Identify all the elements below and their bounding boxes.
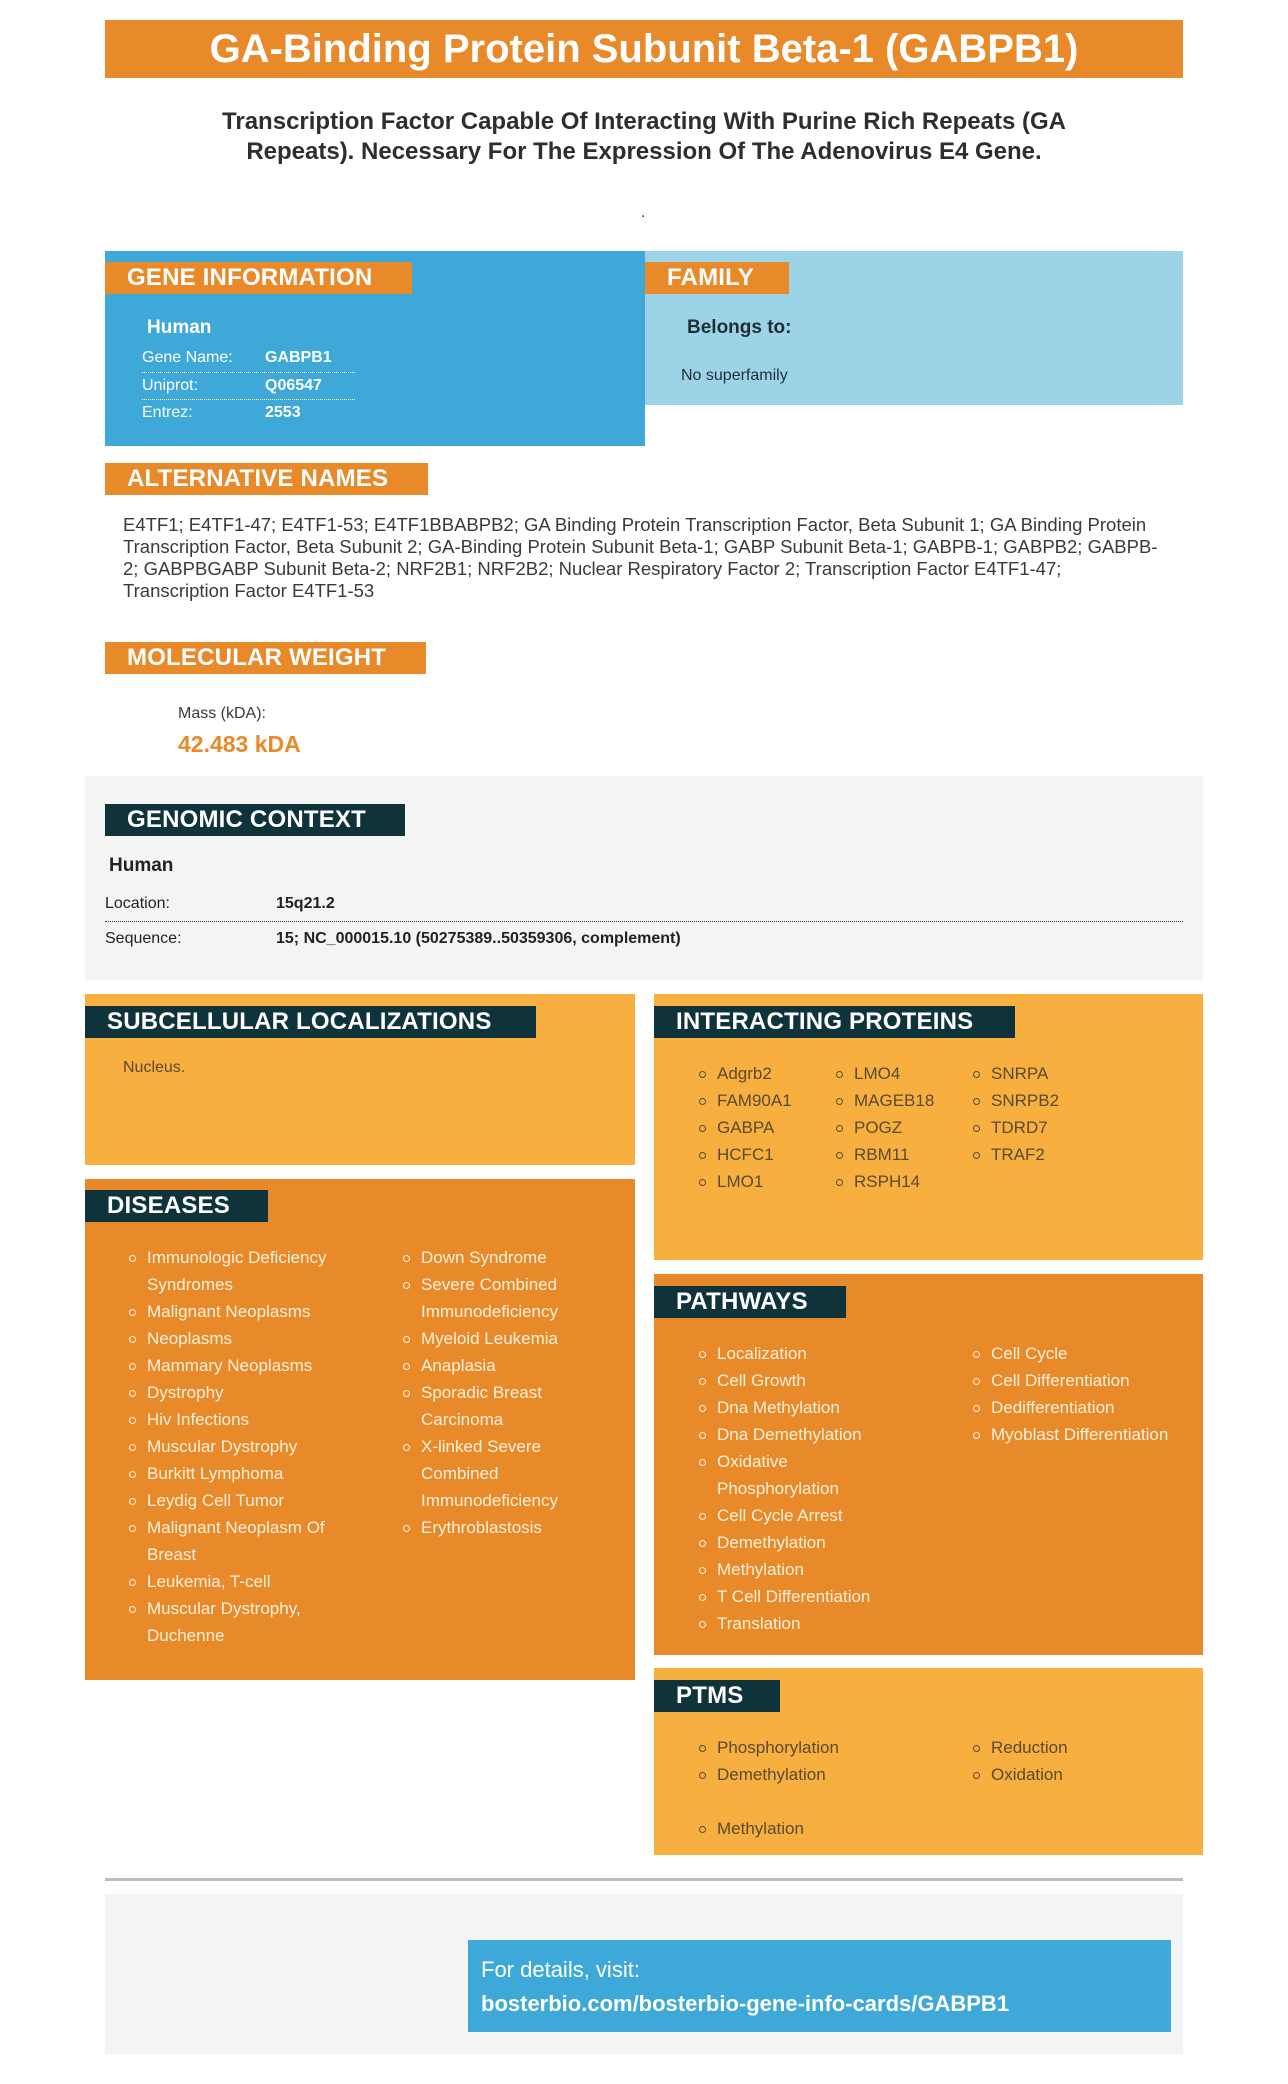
sequence-label: Sequence: [105, 930, 182, 947]
list-item: Oxidative Phosphorylation [697, 1448, 847, 1502]
list-item: Dna Methylation [697, 1394, 897, 1421]
pathways-header: PATHWAYS [654, 1286, 846, 1318]
list-item: Immunologic Deficiency Syndromes [127, 1244, 357, 1298]
list-item: LMO4 [834, 1060, 934, 1087]
list-item: T Cell Differentiation [697, 1583, 897, 1610]
dot: . [641, 204, 646, 221]
gene-name-label: Gene Name: [142, 349, 233, 366]
list-item: Translation [697, 1610, 897, 1637]
family-value: No superfamily [681, 367, 788, 384]
list-item: Methylation [697, 1815, 804, 1842]
list-item: Mammary Neoplasms [127, 1352, 357, 1379]
list-item: Sporadic Breast Carcinoma [401, 1379, 591, 1433]
list-item: Adgrb2 [697, 1060, 792, 1087]
list-item: SNRPB2 [971, 1087, 1059, 1114]
list-item: Reduction [971, 1734, 1068, 1761]
list-item: Anaplasia [401, 1352, 591, 1379]
genomic-divider [105, 921, 1183, 922]
location-value: 15q21.2 [276, 895, 335, 912]
list-item: Burkitt Lymphoma [127, 1460, 357, 1487]
alt-names-header: ALTERNATIVE NAMES [105, 463, 428, 495]
list-item: HCFC1 [697, 1141, 792, 1168]
family-belongs-label: Belongs to: [687, 317, 792, 338]
list-item: X-linked Severe Combined Immunodeficiency [401, 1433, 591, 1514]
mass-label: Mass (kDA): [178, 705, 266, 722]
list-item: Cell Cycle [971, 1340, 1191, 1367]
list-item: Leukemia, T-cell [127, 1568, 357, 1595]
list-item: Demethylation [697, 1761, 839, 1788]
sequence-value: 15; NC_000015.10 (50275389..50359306, complement) [276, 930, 681, 947]
list-item: Demethylation [697, 1529, 897, 1556]
entrez-label: Entrez: [142, 404, 193, 421]
mass-value: 42.483 kDA [178, 731, 301, 757]
gene-info-species: Human [147, 317, 212, 338]
list-item: LMO1 [697, 1168, 792, 1195]
subcellular-text: Nucleus. [123, 1059, 186, 1076]
list-item: Myoblast Differentiation [971, 1421, 1191, 1448]
subcellular-header: SUBCELLULAR LOCALIZATIONS [85, 1006, 536, 1038]
interacting-header: INTERACTING PROTEINS [654, 1006, 1015, 1038]
uniprot-label: Uniprot: [142, 377, 199, 394]
list-item: Cell Differentiation [971, 1367, 1191, 1394]
list-item: Muscular Dystrophy [127, 1433, 357, 1460]
list-item: TDRD7 [971, 1114, 1059, 1141]
list-item: MAGEB18 [834, 1087, 934, 1114]
list-item: Hiv Infections [127, 1406, 357, 1433]
list-item: Methylation [697, 1556, 897, 1583]
gene-info-header: GENE INFORMATION [105, 262, 412, 294]
list-item: Dystrophy [127, 1379, 357, 1406]
uniprot-value: Q06547 [265, 377, 322, 394]
list-item: SNRPA [971, 1060, 1059, 1087]
footer-line1: For details, visit: [481, 1957, 640, 1982]
list-item: Malignant Neoplasms [127, 1298, 357, 1325]
genomic-species: Human [109, 855, 174, 876]
list-item: Cell Growth [697, 1367, 897, 1394]
list-item: Oxidation [971, 1761, 1068, 1788]
genomic-header: GENOMIC CONTEXT [105, 804, 405, 836]
footer-link[interactable]: bosterbio.com/bosterbio-gene-info-cards/GABPB1 [481, 1991, 1010, 2016]
list-item: Leydig Cell Tumor [127, 1487, 357, 1514]
list-item: Dna Demethylation [697, 1421, 897, 1448]
list-item: Neoplasms [127, 1325, 357, 1352]
mol-weight-header: MOLECULAR WEIGHT [105, 642, 426, 674]
ptms-header: PTMS [654, 1680, 780, 1712]
list-item: RSPH14 [834, 1168, 934, 1195]
family-header: FAMILY [645, 262, 789, 294]
list-item: Myeloid Leukemia [401, 1325, 591, 1352]
list-item: Malignant Neoplasm Of Breast [127, 1514, 357, 1568]
list-item: Down Syndrome [401, 1244, 591, 1271]
list-item: FAM90A1 [697, 1087, 792, 1114]
gene-name-value: GABPB1 [265, 349, 332, 366]
location-label: Location: [105, 895, 170, 912]
list-item: Erythroblastosis [401, 1514, 591, 1541]
list-item: Localization [697, 1340, 897, 1367]
list-item: Dedifferentiation [971, 1394, 1191, 1421]
diseases-header: DISEASES [85, 1190, 268, 1222]
alt-names-text: E4TF1; E4TF1-47; E4TF1-53; E4TF1BBABPB2; GA Binding Protein Transcription Factor, Beta Subunit 1; GA Binding Protein Transcription Factor, Beta Subunit 2; GA-Binding Protein Subunit Beta-1; GABP Subunit Beta-1; GABPB-1; GABPB2; GABPB-2; GABPBGABP Subunit Beta-2; NRF2B1; NRF2B2; Nuclear Respiratory Factor 2; Transcription Factor E4TF1-47; Transcription Factor E4TF1-53 [123, 514, 1158, 601]
entrez-value: 2553 [265, 404, 301, 421]
list-item: Severe Combined Immunodeficiency [401, 1271, 591, 1325]
list-item: TRAF2 [971, 1141, 1059, 1168]
footer-link-box[interactable] [468, 1940, 1171, 2032]
list-item: RBM11 [834, 1141, 934, 1168]
list-item: Muscular Dystrophy, Duchenne [127, 1595, 357, 1649]
list-item: GABPA [697, 1114, 792, 1141]
list-item: Phosphorylation [697, 1734, 839, 1761]
gene-divider [142, 399, 355, 400]
gene-divider [142, 372, 355, 373]
list-item: POGZ [834, 1114, 934, 1141]
list-item: Cell Cycle Arrest [697, 1502, 897, 1529]
page-title: GA-Binding Protein Subunit Beta-1 (GABPB1) [209, 27, 1079, 71]
footer-rule [105, 1878, 1183, 1881]
page-subtitle: Transcription Factor Capable Of Interacting With Purine Rich Repeats (GA Repeats). Necessary For The Expression Of The Adenovirus E4 Gene. [222, 108, 1066, 165]
